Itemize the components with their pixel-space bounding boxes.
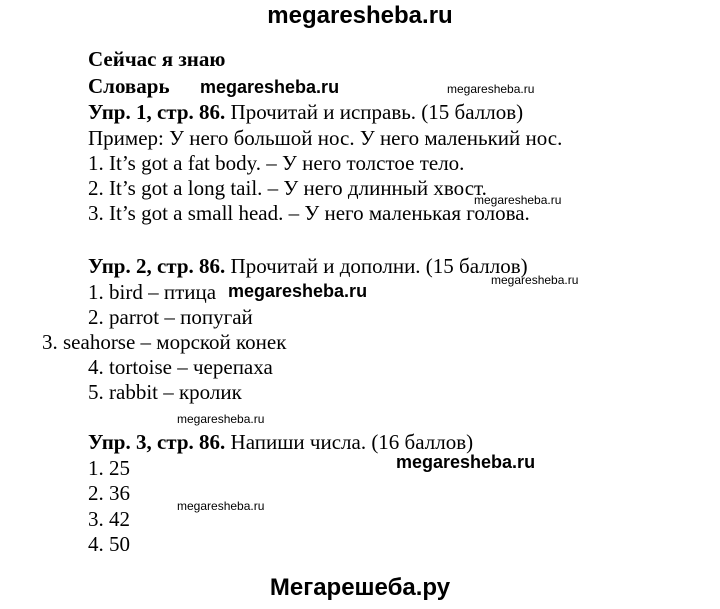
exercise-2-line-1: 1. bird – птица <box>88 280 217 304</box>
exercise-1-instruction: Прочитай и исправь. (15 баллов) <box>225 100 524 124</box>
watermark-small-3: megaresheba.ru <box>491 273 579 287</box>
exercise-3-line-3: 3. 42 <box>88 507 130 531</box>
exercise-1-line-1: Пример: У него большой нос. У него маленький нос. <box>88 126 563 150</box>
exercise-2-line-3: 3. seahorse – морской конек <box>42 330 287 354</box>
header-watermark: megaresheba.ru <box>267 2 453 29</box>
exercise-2-instruction: Прочитай и дополни. (15 баллов) <box>225 254 528 278</box>
exercise-3-heading: Упр. 3, стр. 86. <box>88 430 226 454</box>
watermark-small-4: megaresheba.ru <box>177 412 265 426</box>
exercise-3-line-1: 1. 25 <box>88 456 130 480</box>
exercise-2-line-5: 5. rabbit – кролик <box>88 380 242 404</box>
watermark-small-1: megaresheba.ru <box>447 82 535 96</box>
exercise-2-heading-line <box>88 254 528 279</box>
watermark-big-3: megaresheba.ru <box>396 452 536 472</box>
watermark-small-5: megaresheba.ru <box>177 499 265 513</box>
watermark-small-2: megaresheba.ru <box>474 193 562 207</box>
subsection-title: Словарь <box>88 74 170 98</box>
exercise-3-line-4: 4. 50 <box>88 532 130 556</box>
footer-watermark: Мегарешеба.ру <box>269 574 451 601</box>
exercise-1-heading: Упр. 1, стр. 86. <box>88 100 226 124</box>
exercise-2-heading: Упр. 2, стр. 86. <box>88 254 226 278</box>
exercise-1-heading-line <box>88 100 523 125</box>
exercise-2-line-2: 2. parrot – попугай <box>88 305 253 329</box>
exercise-1-line-2: 1. It’s got a fat body. – У него толстое тело. <box>88 151 465 175</box>
watermark-big-1: megaresheba.ru <box>200 77 340 97</box>
exercise-2-line-4: 4. tortoise – черепаха <box>88 355 273 379</box>
exercise-3-line-2: 2. 36 <box>88 481 130 505</box>
exercise-1-line-3: 2. It’s got a long tail. – У него длинный хвост. <box>88 176 487 200</box>
watermark-big-2: megaresheba.ru <box>228 281 368 301</box>
exercise-1-line-4: 3. It’s got a small head. – У него маленькая голова. <box>88 201 530 225</box>
exercise-3-instruction: Напиши числа. (16 баллов) <box>225 430 474 454</box>
section-title: Сейчас я знаю <box>88 47 226 71</box>
